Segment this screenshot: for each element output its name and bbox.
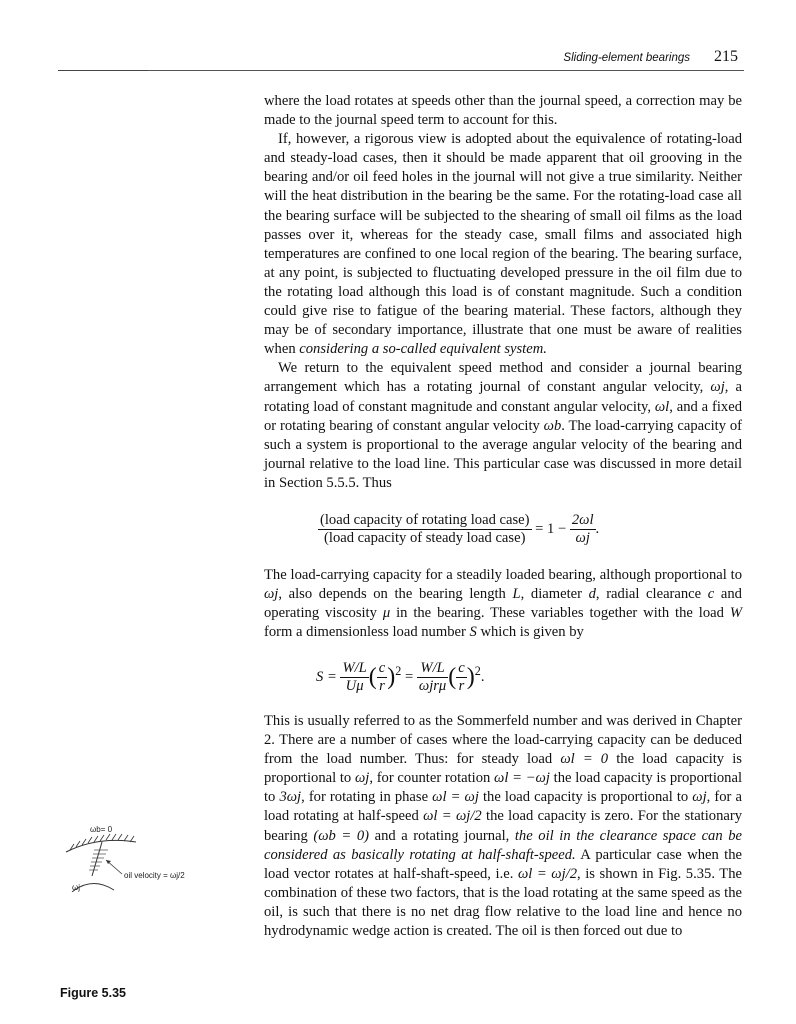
eq1-denominator: (load capacity of steady load case) xyxy=(324,530,526,546)
body-text-middle xyxy=(264,566,742,642)
figure-label-omega-b: ωb= 0 xyxy=(90,825,113,834)
header-rule-right xyxy=(148,70,744,71)
load-line xyxy=(92,842,102,876)
eq2-square-1: 2 xyxy=(395,663,402,678)
p3-text-c: , and a fixed or rotating bearing of constant angular velocity xyxy=(264,398,742,434)
symbol-half-shaft: ωl = ωj/2 xyxy=(517,865,577,882)
eq2-paren-den-2: r xyxy=(458,678,465,694)
eq2-end: . xyxy=(480,669,485,685)
paragraph-5 xyxy=(264,712,742,941)
eq2-paren-group-1: ( xyxy=(368,664,377,690)
eq2-lhs: S = xyxy=(316,669,337,685)
p5-text-k: , is shown in Fig. 5.35. The combination of these two factors, that is the load rotating at the same speed as the oil, is such that there is no net drag flow relative to the load line and hence no hydrodynamic wedge action is created. The oil is then forced out due to xyxy=(264,865,742,940)
paragraph-5-italic: the oil in the clearance space can be considered as basically rotating at half-shaft-speed. xyxy=(264,827,743,863)
p4-text-d: , radial clearance xyxy=(595,586,708,603)
symbol-S: S xyxy=(469,624,477,641)
eq2-equals: = xyxy=(405,669,414,685)
symbol-in-phase: ωl = ωj xyxy=(432,789,479,806)
p5-text-b: the load capacity is proportional to xyxy=(264,751,742,787)
eq2-f2-den: ωjrμ xyxy=(418,678,447,694)
figure-label-oil-velocity: oil velocity = ωj/2 xyxy=(124,871,185,880)
eq2-paren-num-2: c xyxy=(458,660,465,676)
symbol-half-speed: ωl = ωj/2 xyxy=(423,808,482,825)
page-number: 215 xyxy=(714,48,738,65)
figure-caption: Figure 5.35 xyxy=(60,986,126,1000)
eq1-rhs-denominator: ωj xyxy=(575,530,590,546)
symbol-omega-j-4: ωj xyxy=(692,789,707,806)
symbol-three-omega-j: 3ωj xyxy=(279,789,302,806)
eq2-fraction-2 xyxy=(417,660,448,695)
symbol-c: c xyxy=(707,586,715,603)
eq2-paren-close-2: ) xyxy=(466,664,475,690)
eq2-paren-close-1: ) xyxy=(387,664,396,690)
symbol-omega-j-2: ωj xyxy=(264,586,279,603)
p3-text-b: , a rotating load of constant magnitude and constant angular velocity, xyxy=(264,379,742,415)
eq1-rhs-numerator: 2ωl xyxy=(571,512,594,528)
running-head: Sliding-element bearings xyxy=(563,52,690,64)
eq2-f1-den: Uμ xyxy=(345,678,364,694)
p5-text-h: the load capacity is zero. For the stationary bearing xyxy=(264,808,743,844)
p5-text-e: , for rotating in phase xyxy=(301,789,433,806)
symbol-omega-b: ωb xyxy=(543,417,562,434)
figure-bearing-diagram xyxy=(58,812,218,892)
p5-text-g: , for a load rotating at half-speed xyxy=(264,789,742,825)
p5-text-f: the load capacity is proportional to xyxy=(478,789,693,806)
eq2-paren-fraction-1 xyxy=(377,660,387,695)
eq2-paren-den-1: r xyxy=(379,678,385,694)
symbol-steady: ωl = 0 xyxy=(560,751,609,768)
p5-text-i: and a rotating journal, xyxy=(369,827,515,844)
paragraph-1: where the load rotates at speeds other than the journal speed, a correction may be made to the journal speed term to account for this. xyxy=(264,93,742,129)
symbol-omega-l: ωl xyxy=(654,398,670,415)
p4-text-g: form a dimensionless load number xyxy=(264,624,470,641)
body-text-bottom xyxy=(264,712,742,941)
eq1-equals-one-minus: = 1 − xyxy=(535,521,567,537)
symbol-omega-j-3: ωj xyxy=(354,770,370,787)
symbol-d: d xyxy=(588,586,596,603)
equation-load-capacity-ratio xyxy=(318,512,638,558)
p4-text-c: , diameter xyxy=(520,586,589,603)
eq2-paren-fraction-2 xyxy=(456,660,466,695)
figure-label-omega-j: ωj xyxy=(72,883,81,892)
symbol-mu: μ xyxy=(382,605,391,622)
equation-sommerfeld-number xyxy=(316,660,636,716)
symbol-stationary: (ωb = 0) xyxy=(313,827,369,844)
eq1-main-fraction xyxy=(318,512,532,547)
header-rule-left xyxy=(58,70,148,71)
p3-text-a: We return to the equivalent speed method and consider a journal bearing arrangement which has a rotating journal of constant angular velocity, xyxy=(264,360,742,396)
eq1-end: . xyxy=(595,521,600,537)
paragraph-4 xyxy=(264,566,742,642)
paragraph-2-text: If, however, a rigorous view is adopted about the equivalence of rotating-load and steady-load cases, then it should be made apparent that oil grooving in the bearing and/or oil feed holes in the journal will not give a true similarity. Neither will the heat distribution in the bearing be the same. For the rotating-load case all the bearing surface will be subjected to the shearing of small oil films as the load passes over it, whereas for the steady case, small films and associated high temperatures are confined to one local region of the bearing. The bearing surface, at any point, is subjected to fluctuating developed pressure in the oil film due to the rotating load although this load is of constant magnitude. Such a condition could give rise to fatigue of the bearing material. These factors, although they may be of secondary importance, illustrate that one must be aware of realities when xyxy=(264,131,742,358)
paragraph-3 xyxy=(264,359,742,493)
p5-text-d: the load capacity is proportional to xyxy=(264,770,742,806)
body-text-top xyxy=(264,92,742,493)
eq2-f1-num: W/L xyxy=(342,660,367,676)
p5-text-a: This is usually referred to as the Sommerfeld number and was derived in Chapter 2. There are a number of cases where the load-carrying capacity can be deduced from the load number. Thus: for steady load xyxy=(264,713,742,768)
p3-text-d: . The load-carrying capacity of such a system is proportional to the average angular velocity of the bearing and journal relative to the load line. This particular case was discussed in more detail in Section 5.5.5. Thus xyxy=(264,417,742,491)
p5-text-j: A particular case when the load vector rotates at half-shaft-speed, i.e. xyxy=(264,846,742,882)
p4-text-f: in the bearing. These variables together with the load xyxy=(390,605,730,622)
eq2-paren-group-2: ( xyxy=(448,664,457,690)
paragraph-2-italic: considering a so-called equivalent system. xyxy=(299,341,547,358)
p4-text-b: , also depends on the bearing length xyxy=(278,586,513,603)
eq2-f2-num: W/L xyxy=(417,660,448,678)
p4-text-h: which is given by xyxy=(476,624,584,641)
paragraph-2 xyxy=(264,130,742,359)
symbol-omega-j: ωj xyxy=(710,379,725,396)
symbol-L: L xyxy=(512,586,521,603)
p4-text-e: and operating viscosity xyxy=(264,586,742,622)
eq2-paren-num-1: c xyxy=(378,660,386,676)
eq1-numerator: (load capacity of rotating load case) xyxy=(320,512,530,528)
p5-text-c: , for counter rotation xyxy=(369,770,495,787)
p4-text-a: The load-carrying capacity for a steadily loaded bearing, although proportional to xyxy=(264,567,742,583)
symbol-counter: ωl = −ωj xyxy=(494,770,550,787)
symbol-W: W xyxy=(729,605,742,622)
eq1-rhs-fraction xyxy=(570,512,596,547)
eq2-square-2: 2 xyxy=(474,663,481,678)
eq2-fraction-1 xyxy=(340,660,368,695)
